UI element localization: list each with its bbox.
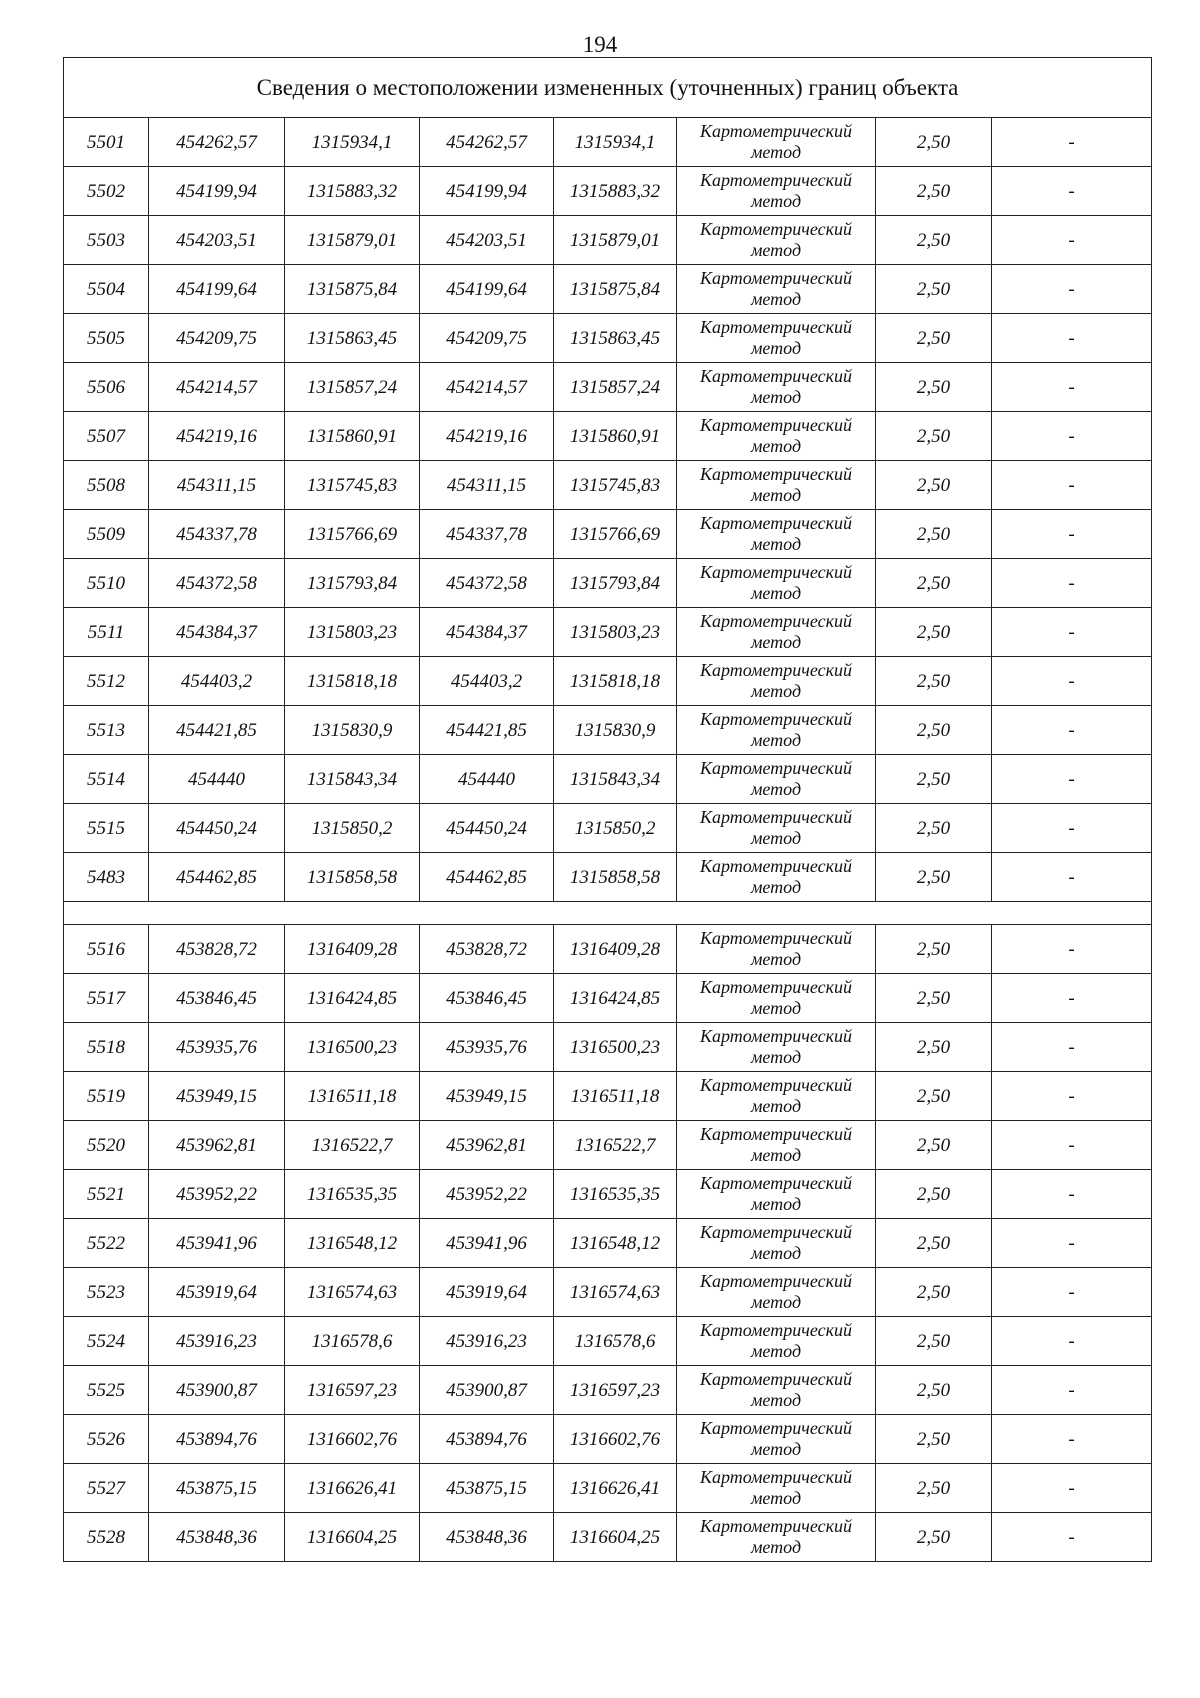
- method-cell: Картометрический метод: [677, 510, 876, 559]
- existing-x-cell: 453919,64: [149, 1268, 285, 1317]
- existing-y-cell: 1316548,12: [285, 1219, 420, 1268]
- point-number-cell: 5516: [64, 925, 149, 974]
- boundary-coordinates-table: [63, 57, 1152, 1562]
- precision-cell: 2,50: [876, 363, 992, 412]
- existing-y-cell: 1316626,41: [285, 1464, 420, 1513]
- existing-y-cell: 1315860,91: [285, 412, 420, 461]
- method-cell: Картометрический метод: [677, 608, 876, 657]
- point-description-cell: -: [992, 853, 1152, 902]
- method-cell: Картометрический метод: [677, 657, 876, 706]
- point-description-cell: -: [992, 1121, 1152, 1170]
- point-number-cell: 5510: [64, 559, 149, 608]
- method-cell: Картометрический метод: [677, 1513, 876, 1562]
- table-row: [64, 853, 1152, 902]
- refined-x-cell: 454337,78: [420, 510, 554, 559]
- precision-cell: 2,50: [876, 559, 992, 608]
- method-cell: Картометрический метод: [677, 118, 876, 167]
- table-row: [64, 510, 1152, 559]
- refined-x-cell: 454311,15: [420, 461, 554, 510]
- point-description-cell: -: [992, 314, 1152, 363]
- existing-y-cell: 1315879,01: [285, 216, 420, 265]
- precision-cell: 2,50: [876, 1219, 992, 1268]
- method-cell: Картометрический метод: [677, 167, 876, 216]
- point-description-cell: -: [992, 1072, 1152, 1121]
- refined-y-cell: 1315875,84: [554, 265, 677, 314]
- existing-x-cell: 454421,85: [149, 706, 285, 755]
- precision-cell: 2,50: [876, 118, 992, 167]
- refined-y-cell: 1316548,12: [554, 1219, 677, 1268]
- existing-y-cell: 1315858,58: [285, 853, 420, 902]
- refined-x-cell: 454199,94: [420, 167, 554, 216]
- method-cell: Картометрический метод: [677, 265, 876, 314]
- refined-x-cell: 454403,2: [420, 657, 554, 706]
- refined-y-cell: 1315883,32: [554, 167, 677, 216]
- point-number-cell: 5509: [64, 510, 149, 559]
- point-description-cell: -: [992, 1268, 1152, 1317]
- refined-x-cell: 453949,15: [420, 1072, 554, 1121]
- page-number: 194: [582, 32, 618, 57]
- method-cell: Картометрический метод: [677, 363, 876, 412]
- refined-x-cell: 453894,76: [420, 1415, 554, 1464]
- point-description-cell: -: [992, 974, 1152, 1023]
- refined-y-cell: 1315850,2: [554, 804, 677, 853]
- existing-x-cell: 453949,15: [149, 1072, 285, 1121]
- existing-y-cell: 1315766,69: [285, 510, 420, 559]
- point-number-cell: 5512: [64, 657, 149, 706]
- refined-y-cell: 1315879,01: [554, 216, 677, 265]
- existing-x-cell: 453935,76: [149, 1023, 285, 1072]
- precision-cell: 2,50: [876, 265, 992, 314]
- method-cell: Картометрический метод: [677, 216, 876, 265]
- existing-y-cell: 1316500,23: [285, 1023, 420, 1072]
- point-number-cell: 5525: [64, 1366, 149, 1415]
- precision-cell: 2,50: [876, 1121, 992, 1170]
- existing-x-cell: 453900,87: [149, 1366, 285, 1415]
- refined-x-cell: 453900,87: [420, 1366, 554, 1415]
- refined-y-cell: 1316409,28: [554, 925, 677, 974]
- table-row: [64, 314, 1152, 363]
- precision-cell: 2,50: [876, 1513, 992, 1562]
- method-cell: Картометрический метод: [677, 755, 876, 804]
- refined-y-cell: 1315863,45: [554, 314, 677, 363]
- existing-x-cell: 454337,78: [149, 510, 285, 559]
- existing-x-cell: 454403,2: [149, 657, 285, 706]
- existing-y-cell: 1315830,9: [285, 706, 420, 755]
- point-description-cell: -: [992, 216, 1152, 265]
- existing-y-cell: 1315934,1: [285, 118, 420, 167]
- existing-y-cell: 1316522,7: [285, 1121, 420, 1170]
- refined-x-cell: 453828,72: [420, 925, 554, 974]
- point-description-cell: -: [992, 1464, 1152, 1513]
- method-cell: Картометрический метод: [677, 974, 876, 1023]
- point-number-cell: 5523: [64, 1268, 149, 1317]
- refined-y-cell: 1316522,7: [554, 1121, 677, 1170]
- precision-cell: 2,50: [876, 804, 992, 853]
- existing-x-cell: 454214,57: [149, 363, 285, 412]
- refined-x-cell: 454421,85: [420, 706, 554, 755]
- refined-y-cell: 1315843,34: [554, 755, 677, 804]
- existing-y-cell: 1316578,6: [285, 1317, 420, 1366]
- existing-y-cell: 1315818,18: [285, 657, 420, 706]
- point-description-cell: -: [992, 1415, 1152, 1464]
- precision-cell: 2,50: [876, 1170, 992, 1219]
- existing-y-cell: 1315745,83: [285, 461, 420, 510]
- method-cell: Картометрический метод: [677, 412, 876, 461]
- point-description-cell: -: [992, 657, 1152, 706]
- table-row: [64, 804, 1152, 853]
- table-row: [64, 1023, 1152, 1072]
- table-row: [64, 1219, 1152, 1268]
- point-description-cell: -: [992, 363, 1152, 412]
- existing-x-cell: 454384,37: [149, 608, 285, 657]
- refined-x-cell: 454372,58: [420, 559, 554, 608]
- existing-y-cell: 1315883,32: [285, 167, 420, 216]
- existing-x-cell: 454219,16: [149, 412, 285, 461]
- refined-y-cell: 1315818,18: [554, 657, 677, 706]
- precision-cell: 2,50: [876, 510, 992, 559]
- refined-y-cell: 1316500,23: [554, 1023, 677, 1072]
- point-number-cell: 5521: [64, 1170, 149, 1219]
- point-description-cell: -: [992, 1219, 1152, 1268]
- existing-y-cell: 1315803,23: [285, 608, 420, 657]
- point-description-cell: -: [992, 412, 1152, 461]
- point-description-cell: -: [992, 1513, 1152, 1562]
- point-description-cell: -: [992, 1023, 1152, 1072]
- refined-x-cell: 454209,75: [420, 314, 554, 363]
- refined-y-cell: 1316604,25: [554, 1513, 677, 1562]
- method-cell: Картометрический метод: [677, 461, 876, 510]
- existing-x-cell: 454372,58: [149, 559, 285, 608]
- refined-y-cell: 1316574,63: [554, 1268, 677, 1317]
- refined-y-cell: 1315860,91: [554, 412, 677, 461]
- table-row: [64, 412, 1152, 461]
- table-row: [64, 1072, 1152, 1121]
- point-description-cell: -: [992, 118, 1152, 167]
- method-cell: Картометрический метод: [677, 1366, 876, 1415]
- refined-x-cell: 453941,96: [420, 1219, 554, 1268]
- point-number-cell: 5504: [64, 265, 149, 314]
- precision-cell: 2,50: [876, 1415, 992, 1464]
- table-row: [64, 974, 1152, 1023]
- method-cell: Картометрический метод: [677, 1268, 876, 1317]
- existing-x-cell: 453828,72: [149, 925, 285, 974]
- existing-y-cell: 1315843,34: [285, 755, 420, 804]
- point-description-cell: -: [992, 167, 1152, 216]
- method-cell: Картометрический метод: [677, 804, 876, 853]
- method-cell: Картометрический метод: [677, 1121, 876, 1170]
- table-row: [64, 1317, 1152, 1366]
- method-cell: Картометрический метод: [677, 314, 876, 363]
- point-number-cell: 5505: [64, 314, 149, 363]
- refined-x-cell: 454384,37: [420, 608, 554, 657]
- table-row: [64, 167, 1152, 216]
- point-number-cell: 5514: [64, 755, 149, 804]
- method-cell: Картометрический метод: [677, 925, 876, 974]
- precision-cell: 2,50: [876, 657, 992, 706]
- table-row: [64, 559, 1152, 608]
- refined-x-cell: 453916,23: [420, 1317, 554, 1366]
- table-row: [64, 1268, 1152, 1317]
- point-number-cell: 5522: [64, 1219, 149, 1268]
- refined-x-cell: 454199,64: [420, 265, 554, 314]
- precision-cell: 2,50: [876, 853, 992, 902]
- existing-x-cell: 454199,94: [149, 167, 285, 216]
- precision-cell: 2,50: [876, 1268, 992, 1317]
- existing-y-cell: 1316574,63: [285, 1268, 420, 1317]
- refined-y-cell: 1316511,18: [554, 1072, 677, 1121]
- existing-x-cell: 454440: [149, 755, 285, 804]
- refined-x-cell: 454440: [420, 755, 554, 804]
- point-number-cell: 5502: [64, 167, 149, 216]
- table-row: [64, 755, 1152, 804]
- table-row: [64, 1464, 1152, 1513]
- precision-cell: 2,50: [876, 755, 992, 804]
- point-description-cell: -: [992, 1317, 1152, 1366]
- method-cell: Картометрический метод: [677, 1415, 876, 1464]
- refined-y-cell: 1315745,83: [554, 461, 677, 510]
- table-row: [64, 1170, 1152, 1219]
- block-separator-cell: [64, 902, 1152, 925]
- refined-y-cell: 1315857,24: [554, 363, 677, 412]
- method-cell: Картометрический метод: [677, 1219, 876, 1268]
- precision-cell: 2,50: [876, 925, 992, 974]
- table-row: [64, 1415, 1152, 1464]
- precision-cell: 2,50: [876, 167, 992, 216]
- point-description-cell: -: [992, 925, 1152, 974]
- precision-cell: 2,50: [876, 1023, 992, 1072]
- existing-x-cell: 453875,15: [149, 1464, 285, 1513]
- point-number-cell: 5527: [64, 1464, 149, 1513]
- point-description-cell: -: [992, 461, 1152, 510]
- refined-x-cell: 453952,22: [420, 1170, 554, 1219]
- method-cell: Картометрический метод: [677, 1317, 876, 1366]
- refined-y-cell: 1315793,84: [554, 559, 677, 608]
- point-description-cell: -: [992, 510, 1152, 559]
- existing-x-cell: 454462,85: [149, 853, 285, 902]
- table-row: [64, 1121, 1152, 1170]
- precision-cell: 2,50: [876, 461, 992, 510]
- table-caption-row: [64, 58, 1152, 118]
- refined-x-cell: 454450,24: [420, 804, 554, 853]
- table-row: [64, 118, 1152, 167]
- refined-y-cell: 1316535,35: [554, 1170, 677, 1219]
- existing-y-cell: 1316409,28: [285, 925, 420, 974]
- point-number-cell: 5506: [64, 363, 149, 412]
- existing-y-cell: 1316511,18: [285, 1072, 420, 1121]
- block-separator-row: [64, 902, 1152, 925]
- existing-y-cell: 1316602,76: [285, 1415, 420, 1464]
- table-row: [64, 265, 1152, 314]
- point-number-cell: 5515: [64, 804, 149, 853]
- refined-y-cell: 1316602,76: [554, 1415, 677, 1464]
- existing-x-cell: 453952,22: [149, 1170, 285, 1219]
- point-description-cell: -: [992, 804, 1152, 853]
- table-row: [64, 1513, 1152, 1562]
- method-cell: Картометрический метод: [677, 559, 876, 608]
- refined-x-cell: 454219,16: [420, 412, 554, 461]
- point-number-cell: 5524: [64, 1317, 149, 1366]
- refined-y-cell: 1315830,9: [554, 706, 677, 755]
- existing-y-cell: 1316424,85: [285, 974, 420, 1023]
- point-number-cell: 5483: [64, 853, 149, 902]
- method-cell: Картометрический метод: [677, 706, 876, 755]
- method-cell: Картометрический метод: [677, 1023, 876, 1072]
- point-number-cell: 5518: [64, 1023, 149, 1072]
- table-row: [64, 1366, 1152, 1415]
- method-cell: Картометрический метод: [677, 1464, 876, 1513]
- point-description-cell: -: [992, 1366, 1152, 1415]
- method-cell: Картометрический метод: [677, 1170, 876, 1219]
- refined-x-cell: 453962,81: [420, 1121, 554, 1170]
- existing-y-cell: 1315857,24: [285, 363, 420, 412]
- point-description-cell: -: [992, 755, 1152, 804]
- point-number-cell: 5517: [64, 974, 149, 1023]
- table-row: [64, 706, 1152, 755]
- refined-y-cell: 1316424,85: [554, 974, 677, 1023]
- precision-cell: 2,50: [876, 608, 992, 657]
- existing-x-cell: 454203,51: [149, 216, 285, 265]
- existing-x-cell: 453941,96: [149, 1219, 285, 1268]
- point-number-cell: 5511: [64, 608, 149, 657]
- point-description-cell: -: [992, 706, 1152, 755]
- existing-y-cell: 1316604,25: [285, 1513, 420, 1562]
- existing-x-cell: 454262,57: [149, 118, 285, 167]
- point-number-cell: 5501: [64, 118, 149, 167]
- precision-cell: 2,50: [876, 1464, 992, 1513]
- refined-x-cell: 454462,85: [420, 853, 554, 902]
- refined-x-cell: 453846,45: [420, 974, 554, 1023]
- table-row: [64, 363, 1152, 412]
- refined-y-cell: 1315803,23: [554, 608, 677, 657]
- refined-x-cell: 454262,57: [420, 118, 554, 167]
- method-cell: Картометрический метод: [677, 1072, 876, 1121]
- refined-x-cell: 453935,76: [420, 1023, 554, 1072]
- point-number-cell: 5507: [64, 412, 149, 461]
- point-description-cell: -: [992, 559, 1152, 608]
- existing-x-cell: 453848,36: [149, 1513, 285, 1562]
- existing-x-cell: 453894,76: [149, 1415, 285, 1464]
- point-number-cell: 5513: [64, 706, 149, 755]
- point-number-cell: 5520: [64, 1121, 149, 1170]
- precision-cell: 2,50: [876, 1366, 992, 1415]
- existing-x-cell: 454450,24: [149, 804, 285, 853]
- precision-cell: 2,50: [876, 974, 992, 1023]
- refined-x-cell: 453919,64: [420, 1268, 554, 1317]
- refined-x-cell: 454214,57: [420, 363, 554, 412]
- method-cell: Картометрический метод: [677, 853, 876, 902]
- precision-cell: 2,50: [876, 1072, 992, 1121]
- table-row: [64, 216, 1152, 265]
- existing-x-cell: 453962,81: [149, 1121, 285, 1170]
- existing-y-cell: 1315863,45: [285, 314, 420, 363]
- existing-y-cell: 1315850,2: [285, 804, 420, 853]
- point-number-cell: 5503: [64, 216, 149, 265]
- precision-cell: 2,50: [876, 1317, 992, 1366]
- point-number-cell: 5519: [64, 1072, 149, 1121]
- point-description-cell: -: [992, 608, 1152, 657]
- point-number-cell: 5508: [64, 461, 149, 510]
- existing-y-cell: 1316535,35: [285, 1170, 420, 1219]
- point-description-cell: -: [992, 265, 1152, 314]
- refined-x-cell: 453875,15: [420, 1464, 554, 1513]
- existing-x-cell: 454311,15: [149, 461, 285, 510]
- table-row: [64, 925, 1152, 974]
- precision-cell: 2,50: [876, 314, 992, 363]
- existing-x-cell: 453846,45: [149, 974, 285, 1023]
- refined-y-cell: 1315766,69: [554, 510, 677, 559]
- point-description-cell: -: [992, 1170, 1152, 1219]
- refined-y-cell: 1315858,58: [554, 853, 677, 902]
- existing-x-cell: 454199,64: [149, 265, 285, 314]
- refined-x-cell: 453848,36: [420, 1513, 554, 1562]
- table-caption: Сведения о местоположении измененных (уточненных) границ объекта: [64, 58, 1152, 118]
- refined-y-cell: 1316578,6: [554, 1317, 677, 1366]
- refined-x-cell: 454203,51: [420, 216, 554, 265]
- precision-cell: 2,50: [876, 706, 992, 755]
- precision-cell: 2,50: [876, 216, 992, 265]
- point-number-cell: 5528: [64, 1513, 149, 1562]
- existing-y-cell: 1315875,84: [285, 265, 420, 314]
- existing-x-cell: 454209,75: [149, 314, 285, 363]
- table-row: [64, 657, 1152, 706]
- existing-y-cell: 1316597,23: [285, 1366, 420, 1415]
- table-row: [64, 461, 1152, 510]
- existing-x-cell: 453916,23: [149, 1317, 285, 1366]
- table-row: [64, 608, 1152, 657]
- refined-y-cell: 1315934,1: [554, 118, 677, 167]
- refined-y-cell: 1316597,23: [554, 1366, 677, 1415]
- existing-y-cell: 1315793,84: [285, 559, 420, 608]
- refined-y-cell: 1316626,41: [554, 1464, 677, 1513]
- point-number-cell: 5526: [64, 1415, 149, 1464]
- precision-cell: 2,50: [876, 412, 992, 461]
